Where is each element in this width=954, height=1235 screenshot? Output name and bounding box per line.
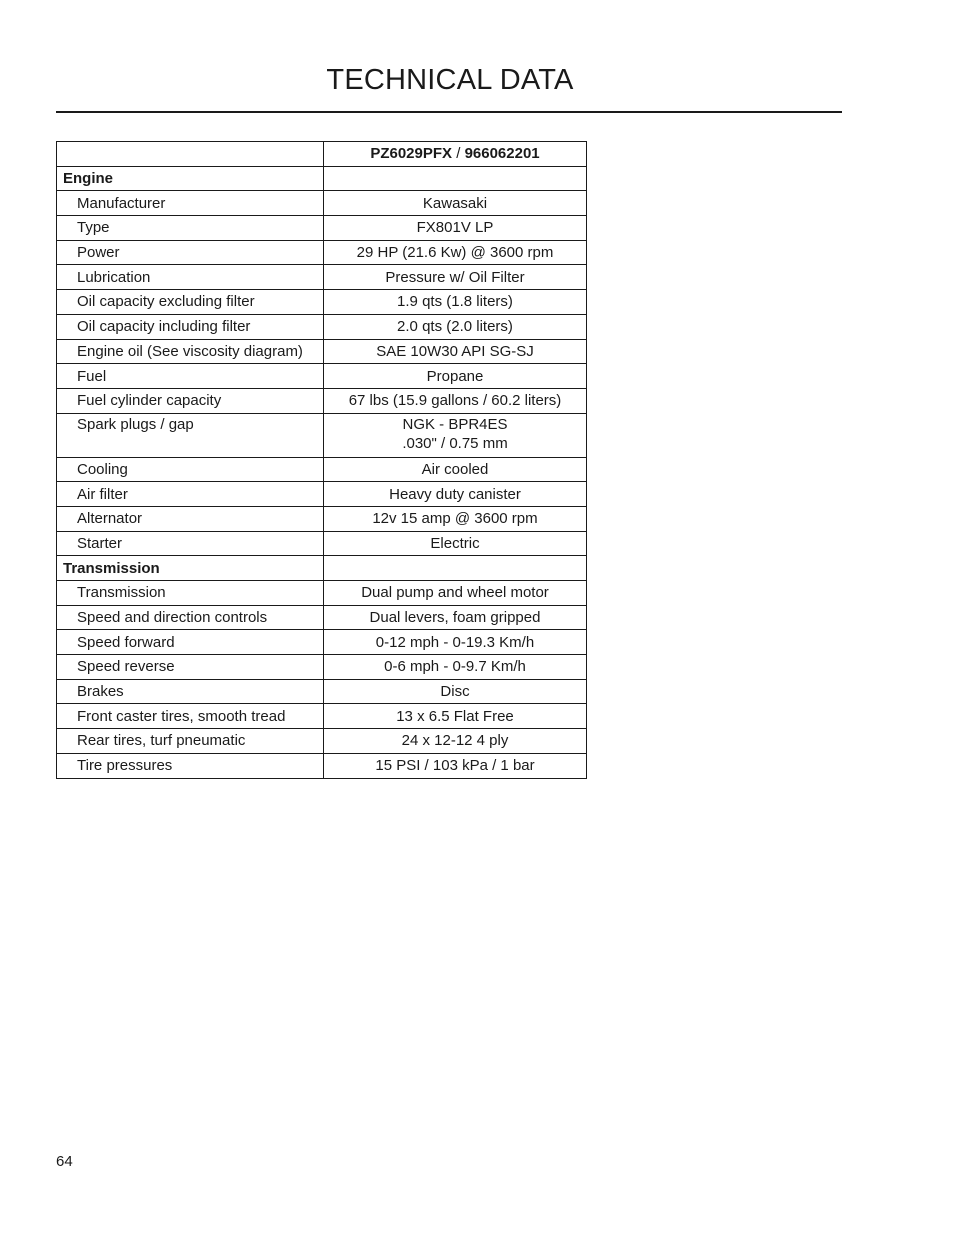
- spec-label: Brakes: [57, 679, 324, 704]
- table-row: [57, 364, 587, 389]
- spec-label: Speed reverse: [57, 655, 324, 680]
- spec-label: Tire pressures: [57, 753, 324, 778]
- spec-label: Speed forward: [57, 630, 324, 655]
- table-row: [57, 265, 587, 290]
- spec-label: Lubrication: [57, 265, 324, 290]
- spec-label: Front caster tires, smooth tread: [57, 704, 324, 729]
- table-row: [57, 506, 587, 531]
- table-row: [57, 216, 587, 241]
- spec-value: Air cooled: [324, 457, 587, 482]
- section-empty-cell: [324, 556, 587, 581]
- spec-label: Engine oil (See viscosity diagram): [57, 339, 324, 364]
- spec-label: Spark plugs / gap: [57, 413, 324, 457]
- spec-value-line-2: .030" / 0.75 mm: [402, 434, 508, 452]
- spec-value: Electric: [324, 531, 587, 556]
- spec-label: Transmission: [57, 581, 324, 606]
- spec-value: 2.0 qts (2.0 liters): [324, 314, 587, 339]
- table-row: [57, 290, 587, 315]
- section-row-engine: [57, 166, 587, 191]
- table-row: [57, 655, 587, 680]
- technical-data-table: [56, 141, 587, 779]
- page-title: TECHNICAL DATA: [326, 64, 574, 96]
- spec-value: Disc: [324, 679, 587, 704]
- table-row: [57, 388, 587, 413]
- spec-value: Propane: [324, 364, 587, 389]
- spec-label: Fuel: [57, 364, 324, 389]
- spec-value: Dual pump and wheel motor: [324, 581, 587, 606]
- page-number: 64: [56, 1153, 73, 1170]
- model-number: PZ6029PFX: [370, 145, 453, 163]
- spec-label: Oil capacity including filter: [57, 314, 324, 339]
- table-header-row: [57, 142, 587, 167]
- spec-value: 0-12 mph - 0-19.3 Km/h: [324, 630, 587, 655]
- table-row: [57, 531, 587, 556]
- spec-value: 67 lbs (15.9 gallons / 60.2 liters): [324, 388, 587, 413]
- table-row: [57, 314, 587, 339]
- section-empty-cell: [324, 166, 587, 191]
- spec-value-line-1: NGK - BPR4ES: [402, 415, 508, 433]
- spec-value: Heavy duty canister: [324, 482, 587, 507]
- model-separator: /: [452, 145, 465, 163]
- spec-value: Dual levers, foam gripped: [324, 605, 587, 630]
- spec-value: 13 x 6.5 Flat Free: [324, 704, 587, 729]
- spec-label: Air filter: [57, 482, 324, 507]
- table-row: [57, 605, 587, 630]
- spec-value: Pressure w/ Oil Filter: [324, 265, 587, 290]
- table-row: [57, 191, 587, 216]
- spec-label: Rear tires, turf pneumatic: [57, 729, 324, 754]
- title-divider: [56, 111, 842, 113]
- section-label: Transmission: [57, 556, 324, 581]
- spec-label: Oil capacity excluding filter: [57, 290, 324, 315]
- table-row: [57, 240, 587, 265]
- spec-label: Alternator: [57, 506, 324, 531]
- table-row: [57, 581, 587, 606]
- header-empty-cell: [57, 142, 324, 167]
- spec-label: Manufacturer: [57, 191, 324, 216]
- spec-label: Cooling: [57, 457, 324, 482]
- table-row: [57, 704, 587, 729]
- spec-label: Power: [57, 240, 324, 265]
- table-row: [57, 630, 587, 655]
- table-row: [57, 413, 587, 457]
- spec-value: 12v 15 amp @ 3600 rpm: [324, 506, 587, 531]
- spec-value: 24 x 12-12 4 ply: [324, 729, 587, 754]
- part-number: 966062201: [464, 145, 540, 163]
- spec-label: Fuel cylinder capacity: [57, 388, 324, 413]
- spec-value: [324, 413, 587, 457]
- table-row: [57, 457, 587, 482]
- table-row: [57, 753, 587, 778]
- spec-value: FX801V LP: [324, 216, 587, 241]
- table-row: [57, 729, 587, 754]
- table-row: [57, 339, 587, 364]
- model-header-cell: [324, 142, 587, 167]
- spec-value: 29 HP (21.6 Kw) @ 3600 rpm: [324, 240, 587, 265]
- spec-label: Starter: [57, 531, 324, 556]
- spec-value: SAE 10W30 API SG-SJ: [324, 339, 587, 364]
- table-row: [57, 482, 587, 507]
- table-row: [57, 679, 587, 704]
- spec-label: Type: [57, 216, 324, 241]
- section-label: Engine: [57, 166, 324, 191]
- section-row-transmission: [57, 556, 587, 581]
- spec-value: 15 PSI / 103 kPa / 1 bar: [324, 753, 587, 778]
- spec-value: 1.9 qts (1.8 liters): [324, 290, 587, 315]
- spec-label: Speed and direction controls: [57, 605, 324, 630]
- spec-value: 0-6 mph - 0-9.7 Km/h: [324, 655, 587, 680]
- spec-value: Kawasaki: [324, 191, 587, 216]
